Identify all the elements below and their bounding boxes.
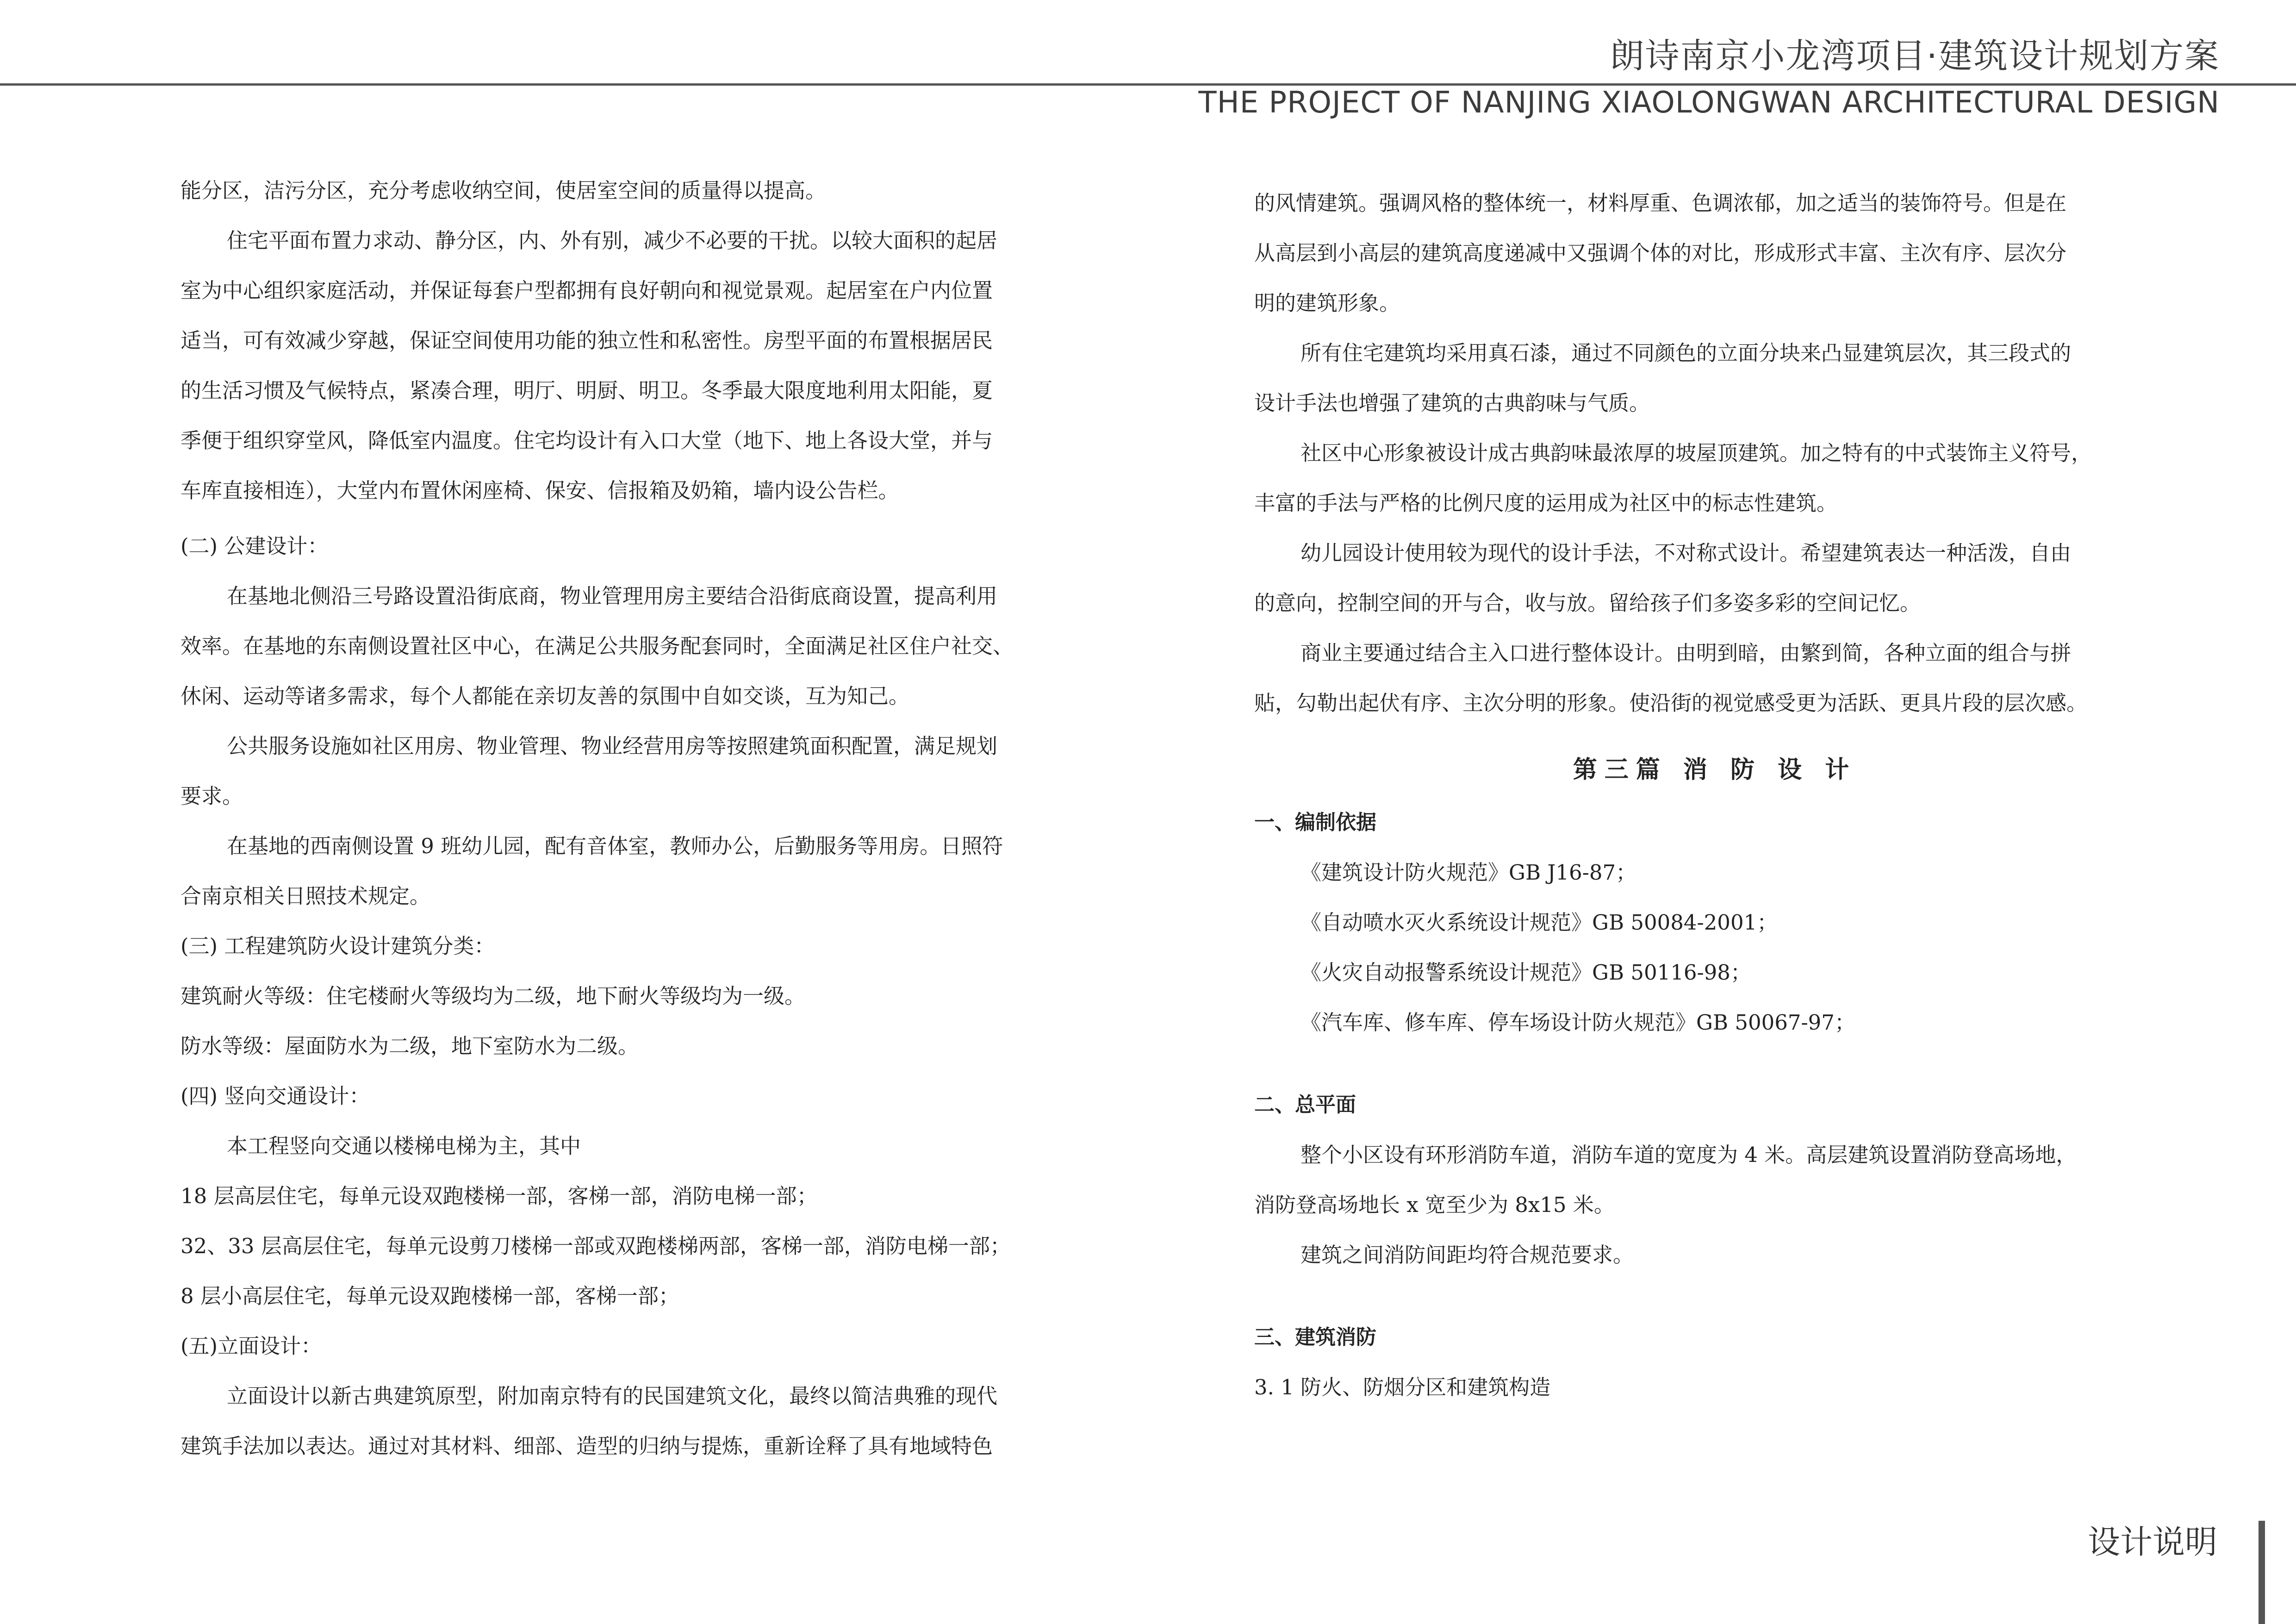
paragraph-line: 的意向，控制空间的开与合，收与放。留给孩子们多姿多彩的空间记忆。	[1254, 591, 1921, 615]
section-heading: (五)立面设计：	[180, 1334, 322, 1358]
paragraph-line: 季便于组织穿堂风，降低室内温度。住宅均设计有入口大堂（地下、地上各设大堂，并与	[180, 428, 993, 453]
paragraph-line: 本工程竖向交通以楼梯电梯为主，其中	[227, 1134, 581, 1158]
paragraph-line: 32、33 层高层住宅，每单元设剪刀楼梯一部或双跑楼梯两部，客梯一部，消防电梯一部；	[180, 1234, 1011, 1258]
paragraph-line: 商业主要通过结合主入口进行整体设计。由明到暗，由繁到简，各种立面的组合与拼	[1300, 641, 2072, 665]
paragraph-line: 车库直接相连），大堂内布置休闲座椅、保安、信报箱及奶箱，墙内设公告栏。	[180, 478, 899, 503]
paragraph-line: 室为中心组织家庭活动，并保证每套户型都拥有良好朝向和视觉景观。起居室在户内位置	[180, 278, 993, 303]
paragraph-line: 休闲、运动等诸多需求，每个人都能在亲切友善的氛围中自如交谈，互为知己。	[180, 684, 910, 708]
paragraph-line: 的生活习惯及气候特点，紧凑合理，明厅、明厨、明卫。冬季最大限度地利用太阳能，夏	[180, 378, 993, 403]
paragraph-line: 整个小区设有环形消防车道，消防车道的宽度为 4 米。高层建筑设置消防登高场地，	[1300, 1143, 2077, 1167]
paragraph-line: 效率。在基地的东南侧设置社区中心，在满足公共服务配套同时，全面满足社区住户社交、	[180, 634, 1014, 658]
paragraph-line: 合南京相关日照技术规定。	[180, 884, 431, 908]
section-heading: 三、建筑消防	[1254, 1325, 1376, 1349]
section-heading: 一、编制依据	[1254, 811, 1376, 834]
paragraph-line: 从高层到小高层的建筑高度递减中又强调个体的对比，形成形式丰富、主次有序、层次分	[1254, 241, 2067, 265]
paragraph-line: 丰富的手法与严格的比例尺度的运用成为社区中的标志性建筑。	[1254, 491, 1838, 515]
reference-item: 《建筑设计防火规范》GB J16-87；	[1300, 860, 1637, 885]
reference-item: 《火灾自动报警系统设计规范》GB 50116-98；	[1300, 960, 1751, 985]
paragraph-line: 建筑之间消防间距均符合规范要求。	[1300, 1243, 1634, 1267]
paragraph-line: 的风情建筑。强调风格的整体统一，材料厚重、色调浓郁，加之适当的装饰符号。但是在	[1254, 191, 2067, 215]
paragraph-line: 建筑手法加以表达。通过对其材料、细部、造型的归纳与提炼，重新诠释了具有地域特色	[180, 1434, 993, 1458]
paragraph-line: 8 层小高层住宅，每单元设双跑楼梯一部，客梯一部；	[180, 1284, 679, 1308]
footer-label: 设计说明	[2088, 1523, 2217, 1561]
part-title: 第三篇 消 防 设 计	[1573, 756, 1857, 784]
paragraph-line: 适当，可有效减少穿越，保证空间使用功能的独立性和私密性。房型平面的布置根据居民	[180, 328, 993, 353]
paragraph-line: 明的建筑形象。	[1254, 291, 1400, 315]
section-heading: (二) 公建设计：	[180, 534, 329, 558]
paragraph-line: 立面设计以新古典建筑原型，附加南京特有的民国建筑文化，最终以简洁典雅的现代	[227, 1384, 998, 1408]
section-heading: 二、总平面	[1254, 1093, 1356, 1117]
header-title-en: THE PROJECT OF NANJING XIAOLONGWAN ARCHITECTURAL DESIGN	[1198, 86, 2220, 120]
reference-item: 《汽车库、修车库、停车场设计防火规范》GB 50067-97；	[1300, 1010, 1855, 1035]
reference-item: 《自动喷水灭火系统设计规范》GB 50084-2001；	[1300, 910, 1778, 935]
paragraph-line: 所有住宅建筑均采用真石漆，通过不同颜色的立面分块来凸显建筑层次，其三段式的	[1300, 341, 2072, 365]
paragraph-line: 公共服务设施如社区用房、物业管理、物业经营用房等按照建筑面积配置，满足规划	[227, 734, 998, 758]
paragraph-line: 在基地北侧沿三号路设置沿街底商，物业管理用房主要结合沿街底商设置，提高利用	[227, 584, 998, 608]
paragraph-line: 能分区，洁污分区，充分考虑收纳空间，使居室空间的质量得以提高。	[180, 178, 827, 203]
paragraph-line: 社区中心形象被设计成古典韵味最浓厚的坡屋顶建筑。加之特有的中式装饰主义符号，	[1300, 441, 2092, 465]
paragraph-line: 住宅平面布置力求动、静分区，内、外有别，减少不必要的干扰。以较大面积的起居	[227, 228, 998, 253]
paragraph-line: 建筑耐火等级：住宅楼耐火等级均为二级，地下耐火等级均为一级。	[180, 984, 806, 1008]
paragraph-line: 防水等级：屋面防水为二级，地下室防水为二级。	[180, 1034, 639, 1058]
left-column	[180, 166, 1101, 1471]
paragraph-line: 在基地的西南侧设置 9 班幼儿园，配有音体室，教师办公，后勤服务等用房。日照符	[227, 834, 1003, 858]
paragraph-line: 消防登高场地长 x 宽至少为 8x15 米。	[1254, 1193, 1615, 1217]
paragraph-line: 要求。	[180, 784, 243, 808]
subsection-heading: 3. 1 防火、防烟分区和建筑构造	[1254, 1375, 1551, 1399]
paragraph-line: 18 层高层住宅，每单元设双跑楼梯一部，客梯一部，消防电梯一部；	[180, 1184, 818, 1208]
paragraph-line: 设计手法也增强了建筑的古典韵味与气质。	[1254, 391, 1650, 415]
right-column	[1254, 178, 2175, 1412]
header-title-cn: 朗诗南京小龙湾项目·建筑设计规划方案	[1610, 36, 2220, 76]
footer-accent-bar	[2259, 1521, 2265, 1624]
section-heading: (三) 工程建筑防火设计建筑分类：	[180, 934, 495, 958]
paragraph-line: 贴，勾勒出起伏有序、主次分明的形象。使沿街的视觉感受更为活跃、更具片段的层次感。	[1254, 691, 2088, 715]
paragraph-line: 幼儿园设计使用较为现代的设计手法，不对称式设计。希望建筑表达一种活泼，自由	[1300, 541, 2072, 565]
section-heading: (四) 竖向交通设计：	[180, 1084, 370, 1108]
